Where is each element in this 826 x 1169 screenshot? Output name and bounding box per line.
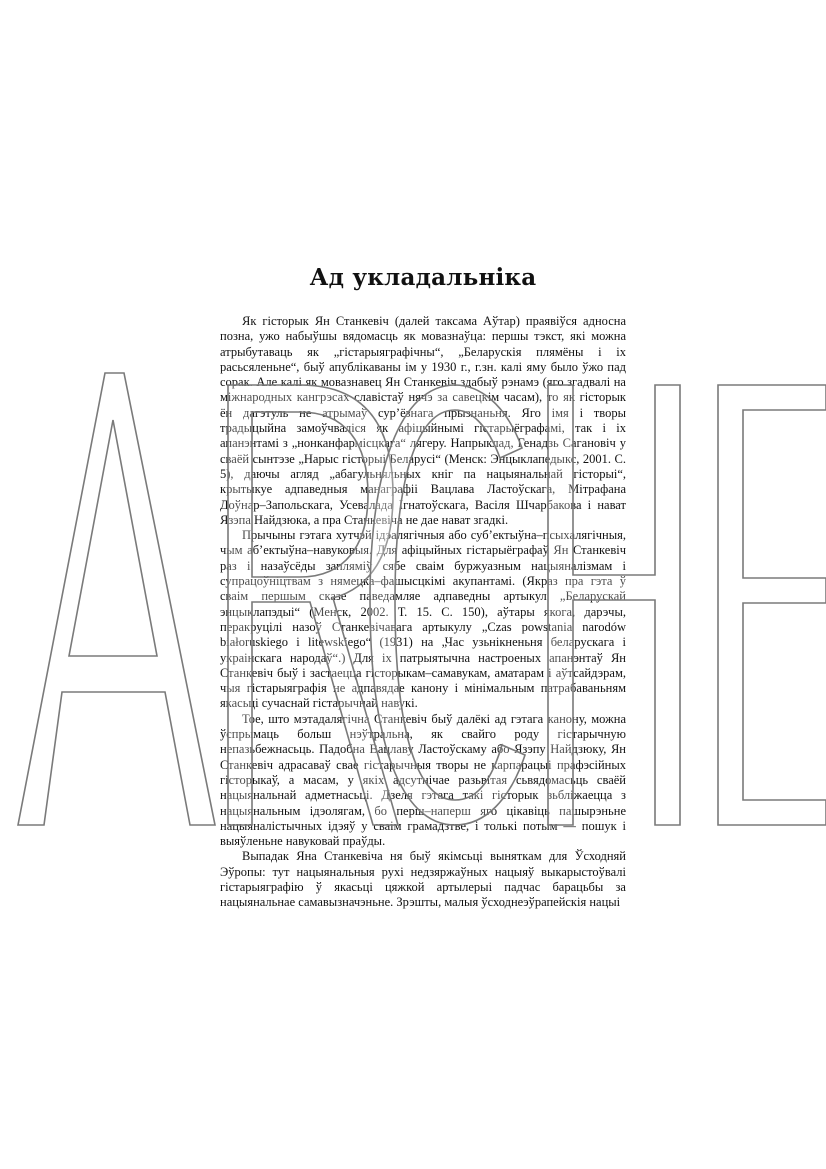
- watermark-letter-a: [18, 373, 215, 825]
- paragraph-2: Прычыны гэтага хутчэй ідэалягічныя або суб’ектыўна–псыхалягічныя, чым аб’ектыўна–навуковыя. Для афіцыйных гістарыёграфаў Ян Станкевіч раз і назаўсёды заплямiў сябе сваім буржуазным нацыяналізмам і супрацоўніцтвам з нямецка–фашысцкімі акупантамі. (Якраз пра гэта ў сваім першым сказе паведамляе адпаведны артыкул „Беларускай энцыклапэдыі“ (Менск, 2002. Т. 15. С. 150), аўтары якога, дарэчы, перакруцілі назоў Станкевічавага артыкулу „Czas powstania narodów białoruskiego i litewskiego“ (1931) на „Час узьнікненьня беларускага і украінскага народаў“.) Для іх патрыятычна настроеных апанэнтаў Ян Станкевіч быў і застаецца гісторыкам–самавукам, аматарам і аўтсайдэрам, чыя гістарыяграфія не адпавядае канону і мінімальным патрабаваньням якасьці сучаснай гістарычнай навукі.: [220, 528, 626, 711]
- watermark-letter-e: [718, 385, 826, 825]
- paragraph-1: Як гісторык Ян Станкевіч (далей таксама Аўтар) праявіўся адносна позна, ужо набыўшы вядомасць як мовазнаўца: першы тэкст, які можна атрыбутаваць як „гістарыяграфічны“, „Беларускія плямёны і іх расьсяленьне“, быў апублікаваны ім у 1930 г., г.зн. калі яму было ўжо пад сорак. Але калі як мовазнавец Ян Станкевіч здабыў рэнамэ (яго згадвалі на міжнародных кангрэсах славістаў нячэ за савецкім часам), то як гісторык ён дагэтуль не атрымаў сур’ёзнага прызнаньня. Яго імя і творы традыцыйна замоўчваліся як афіцыйнымі гістарыёграфамі, так і іх апанэнтамі з „нонканфармісцкага“ лягеру. Напрыклад, Генадзь Сагановіч у сваёй сынтэзе „Нарыс гісторыі Беларусі“ (Менск: Энцыклапедыкс, 2001. С. 5), даючы агляд „абагульняльных кніг па нацыянальнай гісторыі“, крытыкуе адпаведныя манаграфіі Вацлава Ластоўскага, Мітрафана Доўнар–Запольскага, Усевалада Ігнатоўскага, Васіля Шчарбакова і нават Язэпа Найдзюка, а пра Станкевіча не дае нават згадкі.: [220, 314, 626, 527]
- paragraph-3: Тое, што мэтадалягічна Станкевіч быў далёкі ад гэтага канону, можна ўспрымаць больш нэўтральна, як свайго роду гістарычную непазьбежнасьць. Падобна Вацлаву Ластоўскаму або Язэпу Найдзюку, Ян Станкевіч адрасаваў свае гістарычныя творы не карпарацыі прафэсійных гісторыкаў, а масам, у якіх адсутнічае разьвітая сьвядомасьць сваёй нацыянальнай адметнасьці. Дзеля гэтага такі гісторык зьбліжаецца з нацыянальным ідэолягам, бо перш–наперш яго цікавіць пашырэньне нацыяналістычных ідэяў у сваім грамадзтве, і толькі потым — пошук і выяўленьне навуковай праўды.: [220, 711, 626, 849]
- page-title: Ад укладальніка: [309, 264, 537, 291]
- body-text: [220, 314, 626, 911]
- paragraph-4: Выпадак Яна Станкевіча ня быў якімсьці выняткам для Ўсходняй Эўропы: тут нацыянальныя рухі недзяржаўных нацыяў выкарыстоўвалі гістарыяграфію ў якасьці цяжкой артылерыі падчас барацьбы за нацыянальнае самавызначэньне. Зрэшты, малыя ўсходнеэўрапейскія нацыі: [220, 849, 626, 910]
